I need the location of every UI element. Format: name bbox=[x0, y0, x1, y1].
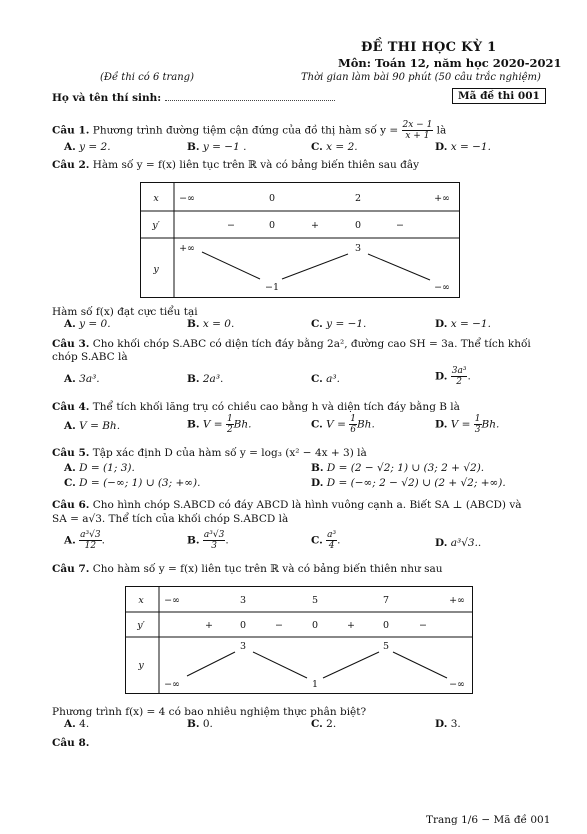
q1-label: Câu 1. bbox=[52, 124, 90, 137]
q4-a-value: V = Bh. bbox=[79, 420, 121, 432]
q7-y-val: 5 bbox=[382, 641, 390, 652]
q2-label: Câu 2. bbox=[52, 159, 90, 171]
q4-d-pre: V = bbox=[450, 418, 471, 431]
q6-d-value: a³√3.. bbox=[450, 537, 482, 549]
q4-option-d[interactable] bbox=[435, 414, 499, 435]
q5-a-letter: A. bbox=[64, 462, 76, 474]
q4-c-tail: Bh. bbox=[356, 418, 375, 431]
q3-line1: Cho khối chóp S.ABC có diện tích đáy bằng 2a², đường cao SH = 3a. Thể tích khối bbox=[92, 338, 531, 350]
q7-a-value: 4. bbox=[79, 718, 90, 730]
question-5 bbox=[52, 447, 367, 459]
q4-b-tail: Bh. bbox=[233, 418, 252, 431]
q2-b-letter: B. bbox=[187, 318, 200, 330]
exam-title: ĐỀ THI HỌC KỲ 1 bbox=[361, 40, 497, 55]
q3-b-letter: B. bbox=[187, 373, 200, 385]
q2-a-letter: A. bbox=[64, 318, 76, 330]
q7-option-d[interactable] bbox=[435, 718, 461, 730]
q1-text: Phương trình đường tiệm cận đứng của đồ thị hàm số y = bbox=[92, 124, 399, 137]
question-4 bbox=[52, 401, 460, 413]
q7-option-c[interactable] bbox=[311, 718, 336, 730]
q6-c-den: 4 bbox=[328, 541, 335, 551]
q3-d-tail: . bbox=[467, 370, 471, 383]
q5-b-letter: B. bbox=[311, 462, 324, 474]
q7-option-a[interactable] bbox=[64, 718, 89, 730]
q7-b-value: 0. bbox=[202, 718, 213, 730]
q6-option-b[interactable] bbox=[187, 530, 229, 551]
question-3 bbox=[52, 338, 531, 350]
q3-d-fraction bbox=[451, 366, 471, 387]
q4-d-num: 1 bbox=[474, 414, 481, 424]
q4-b-letter: B. bbox=[187, 418, 200, 431]
q5-option-b[interactable] bbox=[311, 462, 484, 474]
pages-note: (Đề thi có 6 trang) bbox=[100, 72, 194, 83]
q3-line2: chóp S.ABC là bbox=[52, 351, 128, 363]
q2-option-b[interactable] bbox=[187, 318, 234, 330]
q1-a-letter: A. bbox=[64, 141, 76, 153]
q7-sign: + bbox=[347, 620, 355, 631]
name-label bbox=[52, 91, 335, 104]
q7-a-letter: A. bbox=[64, 718, 76, 730]
q7-sign: 0 bbox=[239, 620, 247, 631]
q3-a-value: 3a³. bbox=[79, 373, 100, 385]
q6-b-den: 3 bbox=[211, 541, 217, 551]
q1-a-value: y = 2. bbox=[79, 141, 111, 153]
q2-y-label: y bbox=[153, 264, 159, 275]
q6-b-letter: B. bbox=[187, 534, 200, 547]
q2-y-val: −1 bbox=[264, 282, 280, 293]
q5-c-letter: C. bbox=[64, 477, 76, 489]
q7-c-letter: C. bbox=[311, 718, 323, 730]
q2-option-d[interactable] bbox=[435, 318, 491, 330]
q7-d-letter: D. bbox=[435, 718, 448, 730]
q6-a-fraction bbox=[79, 530, 101, 551]
q7-text: Cho hàm số y = f(x) liên tục trên ℝ và có bảng biến thiên như sau bbox=[92, 563, 443, 575]
q2-sign: − bbox=[396, 220, 404, 231]
q4-b-pre: V = bbox=[202, 418, 223, 431]
question-7 bbox=[52, 563, 442, 575]
q3-c-letter: C. bbox=[311, 373, 323, 385]
q2-option-c[interactable] bbox=[311, 318, 366, 330]
q4-b-num: 1 bbox=[226, 414, 233, 424]
q7-x-val: 5 bbox=[311, 595, 319, 606]
q7-y-label: y bbox=[138, 660, 144, 671]
q4-text: Thể tích khối lăng trụ có chiều cao bằng h và diện tích đáy bằng B là bbox=[92, 401, 460, 413]
q6-line1: Cho hình chóp S.ABCD có đáy ABCD là hình vuông cạnh a. Biết SA ⊥ (ABCD) và bbox=[92, 499, 522, 511]
q6-a-den: 12 bbox=[84, 541, 97, 551]
q7-arrow-up bbox=[323, 652, 379, 678]
q7-sign: + bbox=[205, 620, 213, 631]
q2-y-val: 3 bbox=[354, 243, 362, 254]
q7-y-val: 3 bbox=[239, 641, 247, 652]
q2-a-value: y = 0. bbox=[79, 318, 111, 330]
q2-sign: + bbox=[311, 220, 319, 231]
q4-d-tail: Bh. bbox=[481, 418, 500, 431]
q5-d-letter: D. bbox=[311, 477, 324, 489]
q4-a-letter: A. bbox=[64, 420, 76, 432]
q6-a-tail: . bbox=[101, 534, 105, 547]
q3-label: Câu 3. bbox=[52, 338, 90, 350]
q2-arrow-down bbox=[202, 252, 260, 279]
q5-text: Tập xác định D của hàm số y = log₃ (x² − 4x + 3) là bbox=[92, 447, 367, 459]
q3-option-d[interactable] bbox=[435, 366, 471, 387]
q1-b-letter: B. bbox=[187, 141, 200, 153]
q6-a-num: a³√3 bbox=[80, 530, 101, 540]
q6-option-a[interactable] bbox=[64, 530, 105, 551]
q6-a-letter: A. bbox=[64, 534, 76, 547]
q6-b-fraction bbox=[203, 530, 225, 551]
q1-b-value: y = −1 . bbox=[202, 141, 247, 153]
q5-label: Câu 5. bbox=[52, 447, 90, 459]
q1-d-letter: D. bbox=[435, 141, 448, 153]
q2-x-val: −∞ bbox=[179, 193, 195, 204]
q2-option-a[interactable] bbox=[64, 318, 111, 330]
q6-line2: SA = a√3. Thể tích của khối chóp S.ABCD là bbox=[52, 513, 289, 525]
q1-frac-num: 2x − 1 bbox=[402, 120, 433, 130]
q7-c-value: 2. bbox=[326, 718, 337, 730]
q7-sign: 0 bbox=[311, 620, 319, 631]
q1-option-b[interactable] bbox=[187, 141, 246, 153]
q3-option-a[interactable] bbox=[64, 373, 100, 385]
exam-subject: Môn: Toán 12, năm học 2020-2021 bbox=[338, 56, 562, 70]
q3-option-b[interactable] bbox=[187, 373, 223, 385]
q5-c-value: D = (−∞; 1) ∪ (3; +∞). bbox=[79, 477, 201, 489]
time-note: Thời gian làm bài 90 phút (50 câu trắc nghiệm) bbox=[301, 72, 541, 83]
q4-d-den: 3 bbox=[474, 425, 481, 435]
q4-c-fraction bbox=[349, 414, 357, 435]
q7-arrow-down bbox=[253, 652, 307, 678]
q1-option-d[interactable] bbox=[435, 141, 491, 153]
q6-label: Câu 6. bbox=[52, 499, 90, 511]
q2-x-label: x bbox=[153, 193, 159, 204]
q7-x-val: +∞ bbox=[449, 595, 465, 606]
q2-sign: 0 bbox=[354, 220, 362, 231]
q2-sign: 0 bbox=[268, 220, 276, 231]
q4-option-c[interactable] bbox=[311, 414, 375, 435]
q1-c-letter: C. bbox=[311, 141, 323, 153]
q4-d-fraction bbox=[474, 414, 482, 435]
q5-option-a[interactable] bbox=[64, 462, 135, 474]
q3-d-num: 3a³ bbox=[451, 366, 467, 376]
q1-d-value: x = −1. bbox=[450, 141, 491, 153]
q5-a-value: D = (1; 3). bbox=[79, 462, 135, 474]
q7-x-label: x bbox=[138, 595, 144, 606]
q2-after: Hàm số f(x) đạt cực tiểu tại bbox=[52, 306, 198, 318]
q7-yp-label: y′ bbox=[137, 620, 145, 631]
q6-c-fraction bbox=[326, 530, 337, 551]
q3-a-letter: A. bbox=[64, 373, 76, 385]
q6-c-num: a³ bbox=[327, 530, 337, 540]
q7-label: Câu 7. bbox=[52, 563, 90, 575]
q7-y-val: −∞ bbox=[449, 679, 465, 690]
question-6 bbox=[52, 499, 522, 511]
question-1 bbox=[52, 120, 446, 141]
q6-b-num: a³√3 bbox=[203, 530, 225, 540]
q2-d-value: x = −1. bbox=[450, 318, 491, 330]
q1-tail: là bbox=[436, 124, 447, 137]
q7-sign: − bbox=[419, 620, 427, 631]
question-8-label: Câu 8. bbox=[52, 737, 90, 749]
q2-x-val: 0 bbox=[268, 193, 276, 204]
q1-option-c[interactable] bbox=[311, 141, 358, 153]
q4-b-den: 2 bbox=[226, 425, 233, 435]
q6-d-letter: D. bbox=[435, 537, 448, 549]
q7-y-val: −∞ bbox=[164, 679, 180, 690]
q3-b-value: 2a³. bbox=[202, 373, 224, 385]
q3-c-value: a³. bbox=[326, 373, 340, 385]
q2-sign: − bbox=[227, 220, 235, 231]
q7-d-value: 3. bbox=[450, 718, 461, 730]
question-2 bbox=[52, 159, 419, 171]
q6-c-letter: C. bbox=[311, 534, 323, 547]
q2-c-value: y = −1. bbox=[326, 318, 367, 330]
q7-arrow-down bbox=[393, 652, 447, 678]
q2-y-val: +∞ bbox=[179, 243, 195, 254]
q3-d-den: 2 bbox=[456, 377, 462, 387]
q4-label: Câu 4. bbox=[52, 401, 90, 413]
q1-frac-den: x + 1 bbox=[405, 131, 430, 141]
q5-b-value: D = (2 − √2; 1) ∪ (3; 2 + √2). bbox=[326, 462, 485, 474]
q7-x-val: 7 bbox=[382, 595, 390, 606]
exam-code-box: Mã đề thi 001 bbox=[452, 88, 546, 104]
q4-c-letter: C. bbox=[311, 418, 323, 431]
q6-option-d[interactable] bbox=[435, 537, 481, 549]
q7-x-val: 3 bbox=[239, 595, 247, 606]
q2-c-letter: C. bbox=[311, 318, 323, 330]
q2-arrow-up bbox=[282, 254, 348, 279]
q1-fraction bbox=[402, 120, 434, 141]
q3-d-letter: D. bbox=[435, 370, 448, 383]
q7-sign: 0 bbox=[382, 620, 390, 631]
q4-option-a[interactable] bbox=[64, 420, 120, 432]
q5-d-value: D = (−∞; 2 − √2) ∪ (2 + √2; +∞). bbox=[326, 477, 506, 489]
q4-c-pre: V = bbox=[326, 418, 346, 431]
q4-c-den: 6 bbox=[350, 425, 356, 435]
page-footer: Trang 1/6 − Mã đề 001 bbox=[426, 814, 551, 826]
q7-b-letter: B. bbox=[187, 718, 200, 730]
q5-option-c[interactable] bbox=[64, 477, 200, 489]
q4-b-fraction bbox=[226, 414, 234, 435]
q2-x-val: 2 bbox=[354, 193, 362, 204]
q2-y-val: −∞ bbox=[434, 282, 450, 293]
q6-c-tail: . bbox=[337, 534, 341, 547]
q4-d-letter: D. bbox=[435, 418, 448, 431]
q7-arrow-up bbox=[187, 652, 235, 676]
q2-x-val: +∞ bbox=[434, 193, 450, 204]
q2-variation-table bbox=[140, 182, 460, 298]
q6-b-tail: . bbox=[225, 534, 229, 547]
q7-y-val: 1 bbox=[311, 679, 319, 690]
q2-d-letter: D. bbox=[435, 318, 448, 330]
name-label-text: Họ và tên thí sinh: bbox=[52, 92, 162, 104]
q2-arrow-down bbox=[368, 254, 430, 280]
name-field[interactable] bbox=[165, 91, 335, 101]
q7-after: Phương trình f(x) = 4 có bao nhiêu nghiệm thực phân biệt? bbox=[52, 706, 367, 718]
q1-option-a[interactable] bbox=[64, 141, 111, 153]
q7-sign: − bbox=[275, 620, 283, 631]
q7-variation-table bbox=[125, 586, 473, 694]
q1-c-value: x = 2. bbox=[326, 141, 358, 153]
q4-option-b[interactable] bbox=[187, 414, 252, 435]
q7-option-b[interactable] bbox=[187, 718, 213, 730]
q3-option-c[interactable] bbox=[311, 373, 340, 385]
q5-option-d[interactable] bbox=[311, 477, 506, 489]
q2-yp-label: y′ bbox=[152, 220, 160, 231]
q2-b-value: x = 0. bbox=[202, 318, 235, 330]
q2-text: Hàm số y = f(x) liên tục trên ℝ và có bảng biến thiên sau đây bbox=[92, 159, 420, 171]
q7-x-val: −∞ bbox=[164, 595, 180, 606]
q4-c-num: 1 bbox=[350, 414, 356, 424]
q6-option-c[interactable] bbox=[311, 530, 341, 551]
